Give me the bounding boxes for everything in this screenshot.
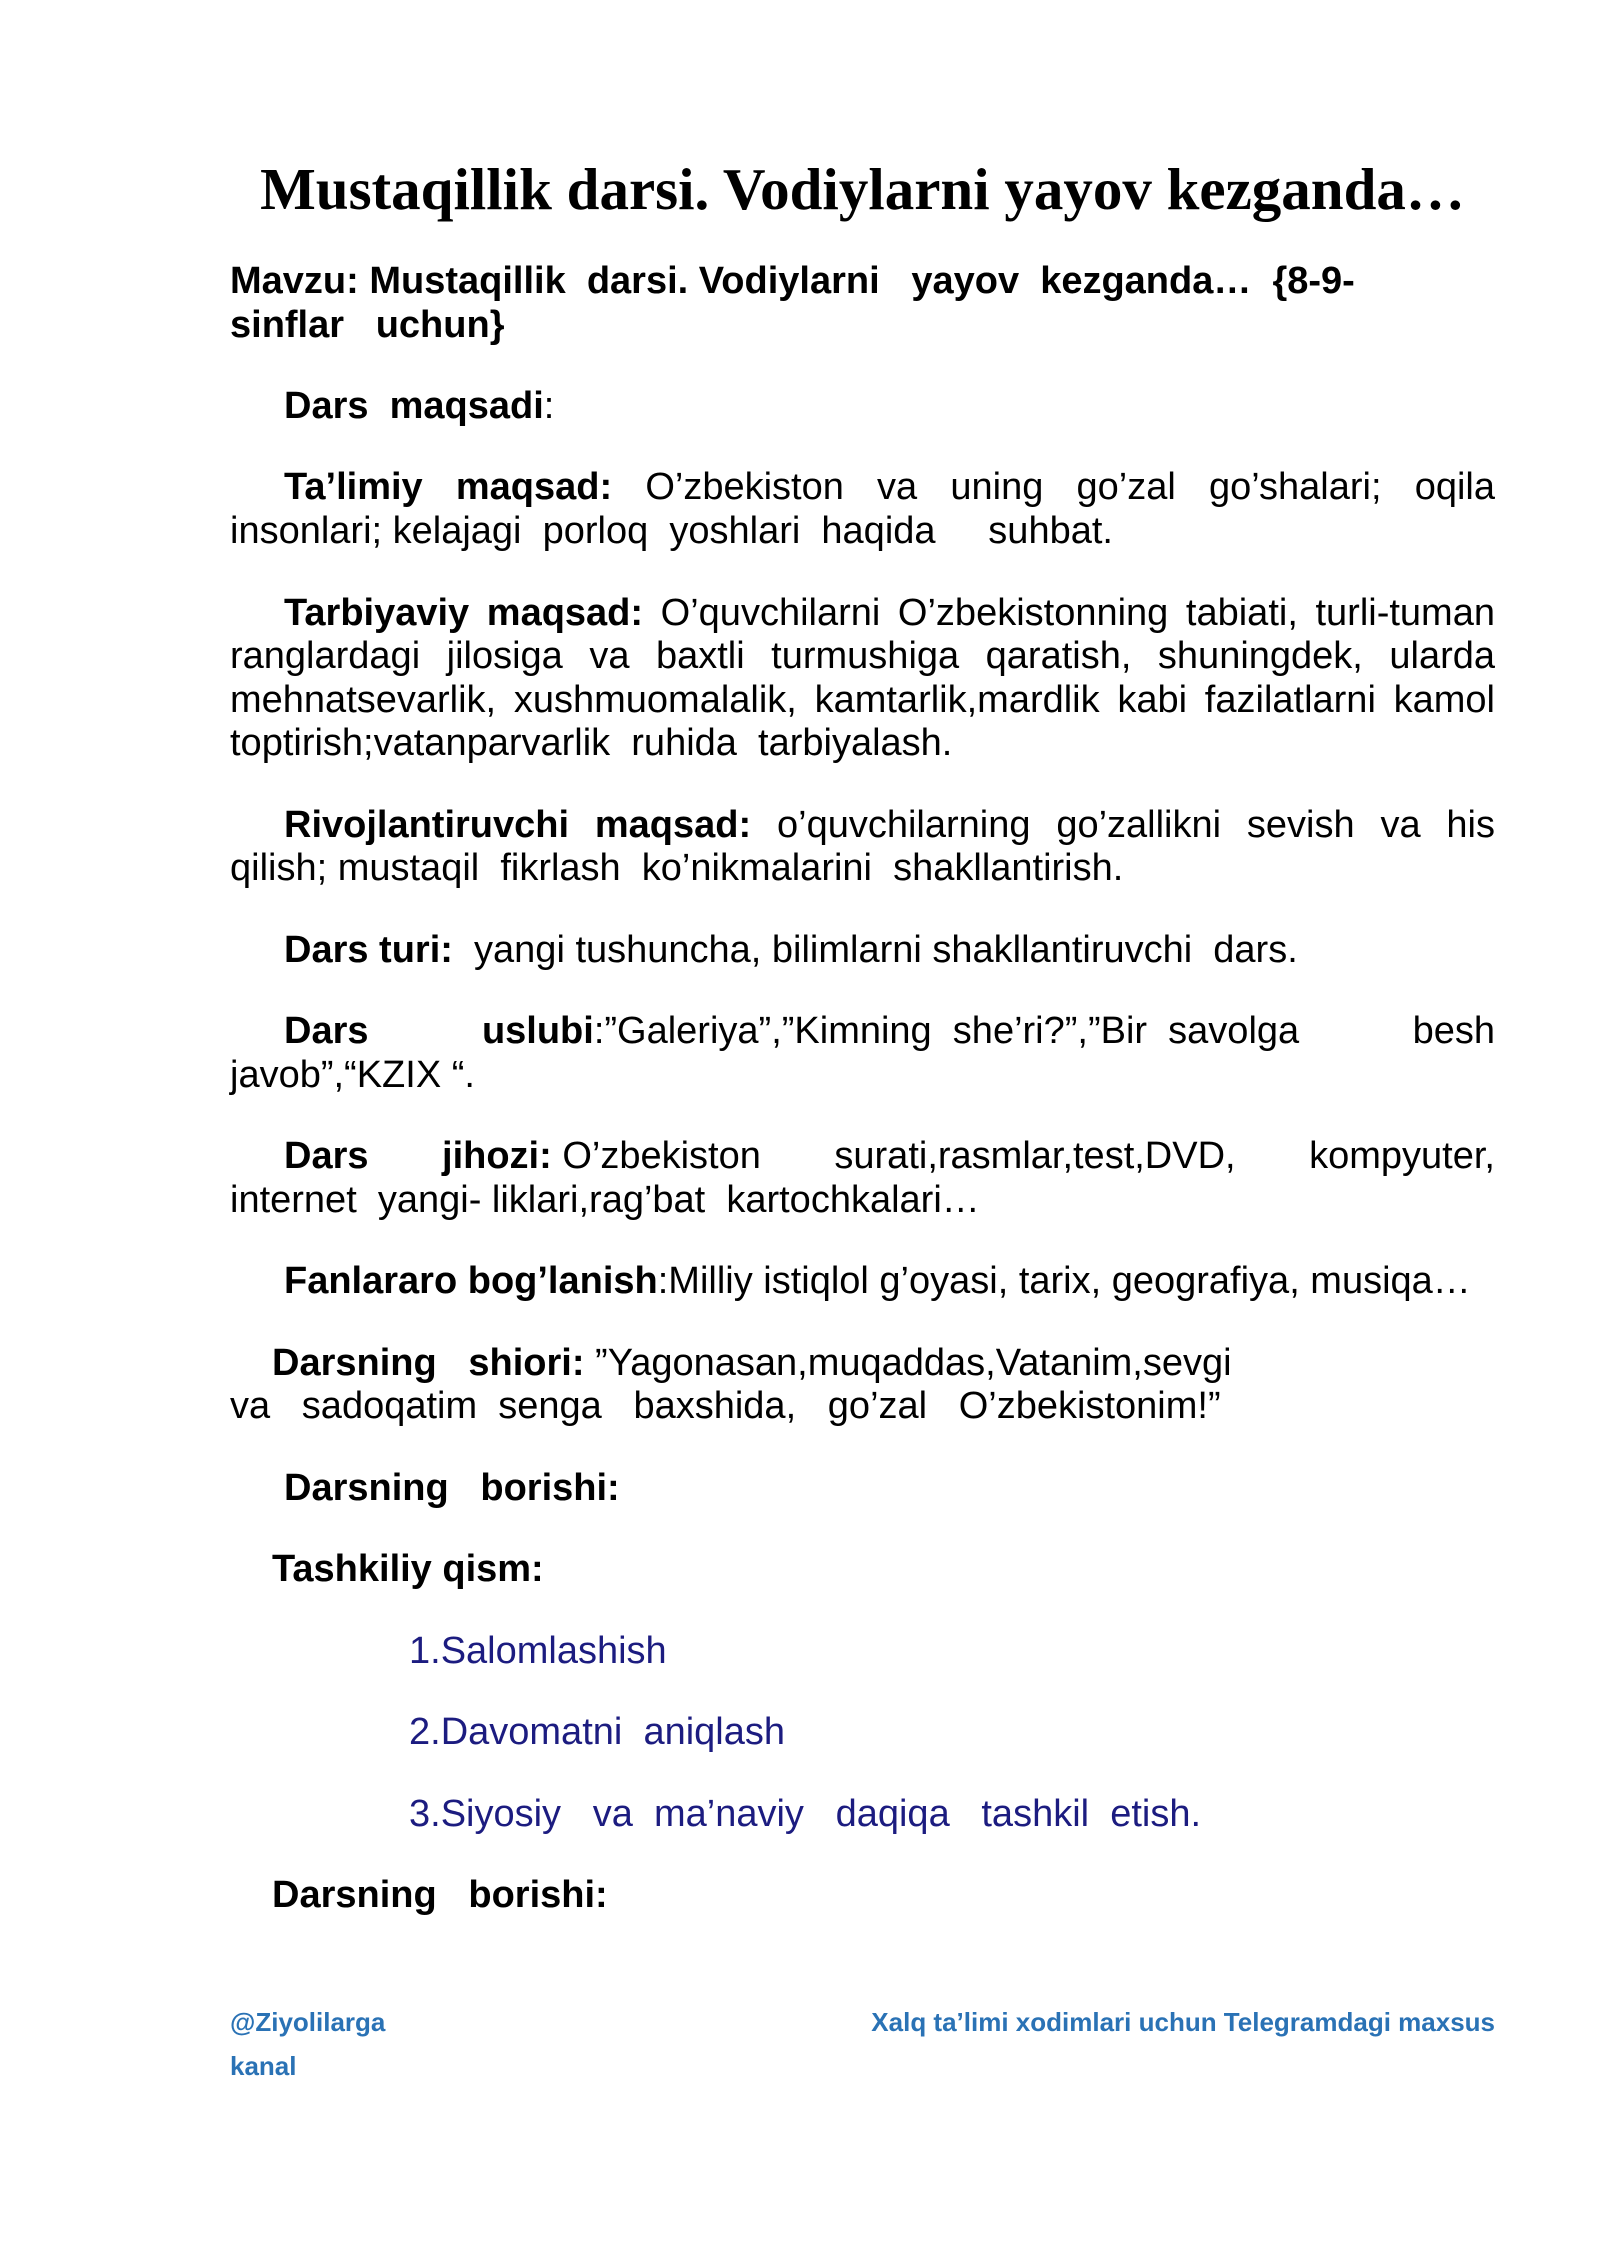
interdisciplinary-paragraph	[230, 1260, 1495, 1304]
paragraph-line	[230, 804, 1495, 848]
page-footer	[230, 2000, 1495, 2088]
paragraph-text: kompyuter,	[1309, 1135, 1495, 1178]
developmental-goal-paragraph	[230, 804, 1495, 891]
topic-paragraph	[230, 260, 1495, 347]
lesson-type-paragraph	[230, 929, 1495, 973]
paragraph-text: yangi tushuncha, bilimlarni shakllantiruvchi dars.	[452, 928, 1298, 971]
paragraph-line: qilish; mustaqil fikrlash ko’nikmalarini shakllantirish.	[230, 847, 1124, 890]
paragraph-line	[230, 1135, 1495, 1179]
document-title: Mustaqillik darsi. Vodiylarni yayov kezganda…	[260, 156, 1465, 222]
paragraph-line: ranglardagi jilosiga va baxtli turmushiga qaratish, shuningdek, ularda	[230, 635, 1495, 678]
lesson-equipment-paragraph	[230, 1135, 1495, 1222]
organizational-part-heading: Tashkiliy qism:	[272, 1548, 544, 1591]
lesson-equipment-label-word: jihozi:	[442, 1135, 552, 1178]
lesson-method-label-word: Dars	[284, 1010, 369, 1053]
motto-label: Darsning shiori:	[272, 1341, 585, 1384]
paragraph-line: toptirish;vatanparvarlik ruhida tarbiyalash.	[230, 722, 953, 765]
footer-channel: @Ziyolilarga kanal	[230, 2007, 386, 2081]
list-item: 3.Siyosiy va ma’naviy daqiqa tashkil etish.	[409, 1792, 1202, 1835]
paragraph-line: mehnatsevarlik, xushmuomalalik, kamtarlik,mardlik kabi fazilatlarni kamol	[230, 678, 1495, 721]
paragraph-text: ”Yagonasan,muqaddas,Vatanim,sevgi	[584, 1341, 1232, 1384]
objectives-heading	[230, 385, 1495, 429]
paragraph-line: va sadoqatim senga baxshida, go’zal O’zbekistonim!”	[230, 1385, 1221, 1428]
paragraph-line: internet yangi- liklari,rag’bat kartochkalari…	[230, 1178, 980, 1221]
topic-line: sinflar uchun}	[230, 303, 505, 346]
lesson-method-segment	[482, 1010, 1299, 1054]
organizational-part-paragraph	[230, 1548, 1495, 1592]
list-item-paragraph	[230, 1630, 1495, 1674]
lesson-equipment-label-word: Dars	[284, 1135, 369, 1178]
developmental-goal-label: Rivojlantiruvchi maqsad:	[284, 803, 752, 846]
lesson-method-paragraph	[230, 1010, 1495, 1097]
paragraph-line: javob”,“KZIX “.	[230, 1053, 475, 1096]
interdisciplinary-label: Fanlararo bog’lanish	[284, 1260, 658, 1303]
paragraph-line: insonlari; kelajagi porloq yoshlari haqida suhbat.	[230, 510, 1113, 553]
list-item-paragraph	[230, 1711, 1495, 1755]
motto-paragraph	[230, 1342, 1495, 1429]
educational-goal-paragraph	[230, 466, 1495, 553]
lesson-type-label: Dars turi:	[284, 928, 453, 971]
paragraph-line	[230, 1010, 1495, 1054]
paragraph-text: O’zbekiston	[551, 1135, 761, 1178]
lesson-progress-heading-paragraph	[230, 1467, 1495, 1511]
topic-line: Mavzu: Mustaqillik darsi. Vodiylarni yayov kezganda… {8-9-	[230, 260, 1355, 302]
document-body	[230, 260, 1495, 1955]
upbringing-goal-paragraph	[230, 592, 1495, 767]
paragraph-text: O’quvchilarni O’zbekistonning tabiati, turli-tuman	[660, 591, 1495, 634]
list-item-paragraph	[230, 1793, 1495, 1837]
educational-goal-label: Ta’limiy maqsad:	[284, 466, 613, 509]
paragraph-text: :Milliy istiqlol g’oyasi, tarix, geografiya, musiqa…	[657, 1260, 1471, 1303]
paragraph-line	[230, 1260, 1495, 1304]
paragraph-line	[230, 929, 1495, 973]
paragraph-line	[230, 1342, 1495, 1386]
list-item: 1.Salomlashish	[409, 1629, 667, 1672]
paragraph-text: O’zbekiston va uning go’zal go’shalari; oqila	[645, 466, 1495, 509]
paragraph-text: surati,rasmlar,test,DVD,	[834, 1135, 1236, 1178]
lesson-method-label-word: uslubi	[481, 1010, 594, 1053]
paragraph-text: o’quvchilarning go’zallikni sevish va his	[777, 803, 1495, 846]
footer-note: Xalq ta’limi xodimlari uchun Telegramdagi maxsus	[871, 2007, 1495, 2037]
upbringing-goal-label: Tarbiyaviy maqsad:	[284, 591, 644, 634]
objectives-heading-label: Dars maqsadi	[284, 385, 544, 428]
lesson-equipment-segment	[442, 1135, 761, 1179]
list-item: 2.Davomatni aniqlash	[409, 1711, 785, 1754]
lesson-progress-heading: Darsning borishi:	[284, 1466, 620, 1509]
lesson-progress-heading-paragraph	[230, 1874, 1495, 1918]
paragraph-text: besh	[1412, 1010, 1495, 1053]
objectives-heading-colon: :	[543, 385, 555, 428]
paragraph-text: :”Galeriya”,”Kimning she’ri?”,”Bir savolga	[593, 1010, 1300, 1053]
objectives-heading-line	[230, 385, 1495, 429]
paragraph-line	[230, 592, 1495, 636]
lesson-progress-heading: Darsning borishi:	[272, 1873, 608, 1916]
paragraph-line	[230, 466, 1495, 510]
